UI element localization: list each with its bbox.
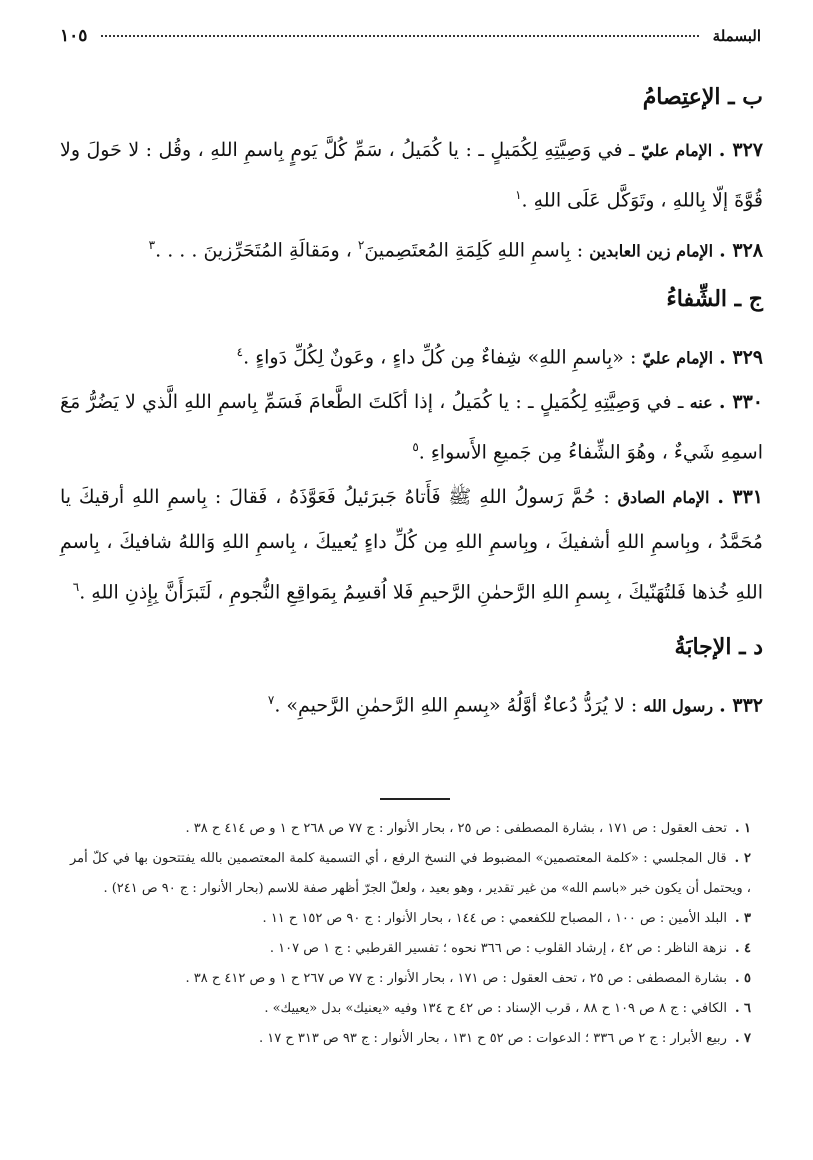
footnote-separator [380,798,450,800]
section-heading-b: ب ـ الإعتِصامُ [642,84,763,110]
footnote-ref[interactable]: ٦ [72,580,80,595]
leader-dots [101,35,698,37]
hadith-text: : حُمَّ رَسولُ اللهِ ﷺ فَأَتاهُ جَبرَئيلُ فَعَوَّذَهُ ، فَقالَ : بِاسمِ اللهِ أرقيكَ يا مُحَمَّدُ ، وبِاسمِ اللهِ أشفيكَ ، وبِاسمِ اللهِ مِن كُلِّ داءٍ يُعييكَ ، بِاسمِ اللهِ وَاللهُ شافيكَ ، بِاسمِ اللهِ خُذها فَلتُهَنّيكَ ، بِسمِ اللهِ الرَّحمٰنِ الرَّحيمِ فَلا اُقسِمُ بِمَواقِعِ النُّجومِ ، لَتَبرَأَنَّ بِإِذنِ اللهِ . [60,486,763,604]
section-heading-d: د ـ الإجابَةُ [674,633,763,660]
hadith-source: عنه [689,392,713,412]
hadith-number: ٣٣٠ . [718,390,763,413]
footnote-item [70,1024,751,1054]
running-head-title: البسملة [712,27,761,45]
footnote-text: الكافي : ج ٨ ص ١٠٩ ح ٨٨ ، قرب الإسناد : ص ٤٢ ح ١٣٤ وفيه «يعنيك» بدل «يعييك» . [264,1001,727,1016]
section-heading-j: ج ـ الشِّفاءُ [666,285,763,312]
footnote-ref[interactable]: ٥ [412,439,419,454]
running-head [60,26,761,46]
footnote-number: ١ . [734,821,751,836]
hadith-text: ـ في وَصِيَّتِهِ لِكُمَيلٍ ـ : يا كُمَيلُ ، إذا أكَلتَ الطَّعامَ فَسَمِّ بِاسمِ اللهِ الَّذي لا يَضُرُّ مَعَ اسمِهِ شَيءٌ ، وهُوَ الشِّفاءُ مِن جَميعِ الأَسواءِ . [60,390,763,464]
footnote-item [70,994,751,1024]
footnote-ref[interactable]: ٢ [357,238,365,253]
footnote-ref[interactable]: ١ [515,188,522,202]
hadith-332 [60,678,763,728]
footnote-number: ٤ . [734,941,751,956]
hadith-source: الإمام عليّ [641,141,713,160]
footnotes [70,814,751,1054]
hadith-330 [60,380,763,475]
hadith-text-cont: ، ومَقالَةِ المُتَحَرِّزينَ . . . . [155,239,352,262]
hadith-number: ٣٢٨ . [719,239,763,262]
footnote-ref[interactable]: ٤ [236,344,244,359]
hadith-number: ٣٢٩ . [719,345,763,368]
footnote-number: ٢ . [734,851,751,866]
hadith-number: ٣٣٢ . [719,693,763,716]
footnote-text: بشارة المصطفى : ص ٢٥ ، تحف العقول : ص ١٧١ ، بحار الأنوار : ج ٧٧ ص ٢٦٧ ح ١ و ص ٤١٢ ح ٣٨ . [185,971,727,986]
hadith-text: : بِاسمِ اللهِ كَلِمَةِ المُعتَصِمينَ [364,239,584,262]
footnote-number: ٥ . [734,971,751,986]
hadith-number: ٣٣١ . [717,486,764,509]
hadith-328 [60,223,763,273]
footnote-ref[interactable]: ٣ [148,238,156,253]
hadith-327 [60,128,763,223]
hadith-source: الإمام الصادق [617,488,710,508]
page-number: ١٠٥ [60,26,88,46]
hadith-source: الإمام زين العابدين [589,241,714,261]
footnote-ref[interactable]: ٧ [267,692,275,707]
hadith-number: ٣٢٧ . [718,139,763,161]
hadith-source: الإمام عليّ [642,347,714,367]
footnote-item [70,964,751,994]
footnote-item [70,814,751,844]
footnote-text: نزهة الناظر : ص ٤٢ ، إرشاد القلوب : ص ٣٦٦ نحوه ؛ تفسير القرطبي : ج ١ ص ١٠٧ . [269,941,727,956]
hadith-text: : «بِاسمِ اللهِ» شِفاءٌ مِن كُلِّ داءٍ ، وعَونٌ لِكُلِّ دَواءٍ . [243,345,637,368]
footnote-number: ٣ . [734,911,751,926]
hadith-331 [60,475,763,615]
hadith-text: : لا يُرَدُّ دُعاءٌ أوَّلُهُ «بِسمِ اللهِ الرَّحمٰنِ الرَّحيمِ» . [274,693,638,716]
main-text [60,80,763,728]
footnote-number: ٧ . [734,1031,751,1046]
footnote-item [70,934,751,964]
footnote-item [70,844,751,904]
footnote-text: ربيع الأبرار : ج ٢ ص ٣٣٦ ؛ الدعوات : ص ٥٢ ح ١٣١ ، بحار الأنوار : ج ٩٣ ص ٣١٣ ح ١٧ . [259,1031,727,1046]
footnote-text: البلد الأمين : ص ١٠٠ ، المصباح للكفعمي : ص ١٤٤ ، بحار الأنوار : ج ٩٠ ص ١٥٢ ح ١١ . [262,911,727,926]
hadith-329 [60,330,763,380]
footnote-text: تحف العقول : ص ١٧١ ، بشارة المصطفى : ص ٢٥ ، بحار الأنوار : ج ٧٧ ص ٢٦٨ ح ١ و ص ٤١٤ ح ٣٨ . [185,821,727,836]
hadith-source: رسول الله [643,695,714,715]
footnote-item [70,904,751,934]
hadith-text: ـ في وَصِيَّتِهِ لِكُمَيلٍ ـ : يا كُمَيلُ ، سَمِّ كُلَّ يَومٍ بِاسمِ اللهِ ، وقُل : لا حَولَ ولا قُوَّةَ إلّا بِاللهِ ، وتَوَكَّل عَلَى اللهِ . [60,139,763,212]
footnote-text: قال المجلسي : «كلمة المعتصمين» المضبوط في النسخ الرفع ، أي التسمية كلمة المعتصمين بالله يفتتحون بها في كلّ أمر ، ويحتمل أن يكون خبر «باسم الله» من غير تقدير ، وهو بعيد ، ولعلّ الجرّ أظهر صفة للاسم (بحار الأنوار : ج ٩٠ ص ٢٤١) . [70,851,751,896]
footnote-number: ٦ . [734,1001,751,1016]
